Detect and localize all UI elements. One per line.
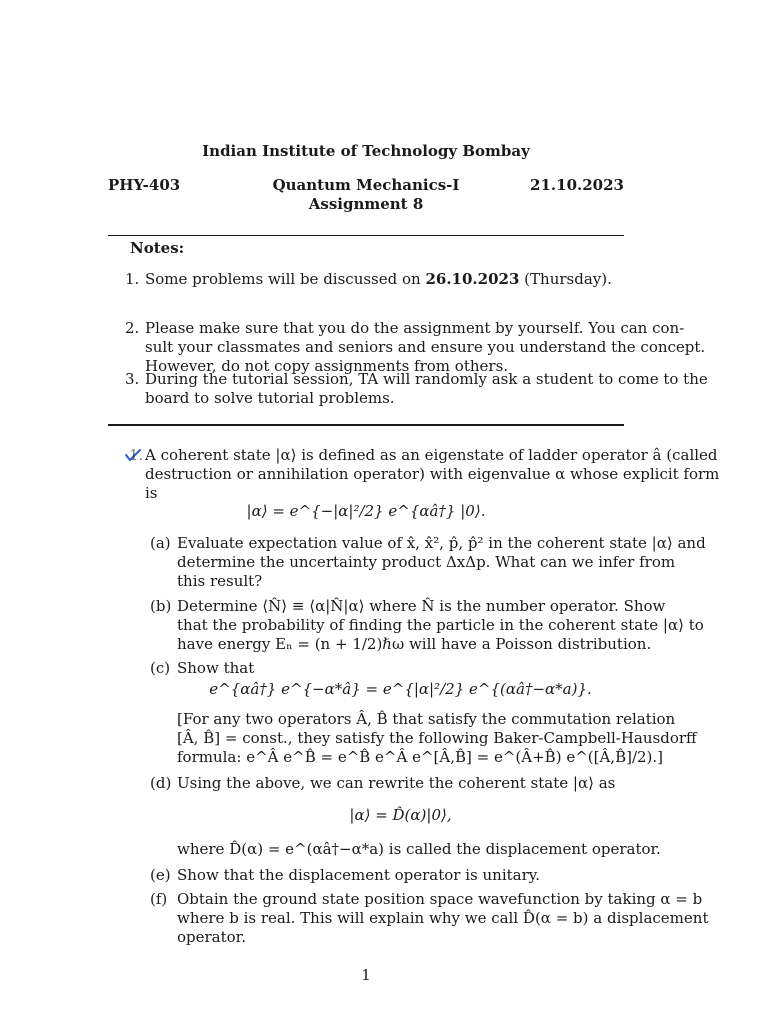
part-c-note-3: formula: e^Â e^B̂ = e^B̂ e^Â e^[Â,B̂] = e^(Â+B̂) e^([Â,B̂]/2).] bbox=[177, 748, 664, 766]
part-d-label: (d) bbox=[150, 774, 172, 792]
note-2-number: 2. bbox=[125, 319, 140, 337]
part-f-line-1: Obtain the ground state position space wavefunction by taking α = b bbox=[177, 890, 703, 908]
note-3-line-1: During the tutorial session, TA will randomly ask a student to come to the bbox=[145, 370, 708, 388]
part-d-after: where D̂(α) = e^(αâ†−α*a) is called the displacement operator. bbox=[177, 840, 661, 858]
part-e-label: (e) bbox=[150, 866, 171, 884]
page-number: 1 bbox=[361, 966, 371, 984]
course-title: Quantum Mechanics-I bbox=[272, 176, 460, 194]
part-b-label: (b) bbox=[150, 597, 172, 615]
assignment-date: 21.10.2023 bbox=[530, 176, 624, 194]
part-f-line-3: operator. bbox=[177, 928, 246, 946]
part-b-line-2: that the probability of finding the particle in the coherent state |α⟩ to bbox=[177, 616, 704, 634]
part-d-equation-text: |α⟩ = D̂(α)|0⟩, bbox=[349, 806, 452, 824]
part-c-line: Show that bbox=[177, 659, 255, 677]
part-f-label: (f) bbox=[150, 890, 168, 908]
part-e-line: Show that the displacement operator is unitary. bbox=[177, 866, 541, 884]
part-c-label: (c) bbox=[150, 659, 171, 677]
note-1-text bbox=[145, 270, 612, 289]
note-3-line-2: board to solve tutorial problems. bbox=[145, 389, 395, 407]
problem-1-intro-2: destruction or annihilation operator) with eigenvalue α whose explicit form bbox=[145, 465, 720, 483]
bottom-rule bbox=[108, 424, 624, 426]
note-1-text-a: Some problems will be discussed on bbox=[145, 270, 426, 288]
problem-1-intro-1: A coherent state |α⟩ is defined as an eigenstate of ladder operator â (called bbox=[145, 446, 718, 464]
note-1-number: 1. bbox=[125, 270, 140, 288]
part-a-label: (a) bbox=[150, 534, 171, 552]
part-a-line-2: determine the uncertainty product ΔxΔp. What can we infer from bbox=[177, 553, 676, 571]
part-c-note-2: [Â, B̂] = const., they satisfy the following Baker-Campbell-Hausdorff bbox=[177, 729, 697, 747]
notes-heading: Notes: bbox=[130, 239, 185, 257]
note-1-date: 26.10.2023 bbox=[425, 270, 520, 288]
note-2-line-1: Please make sure that you do the assignment by yourself. You can con- bbox=[145, 319, 685, 337]
top-rule bbox=[108, 235, 624, 236]
part-b-line-1: Determine ⟨N̂⟩ ≡ ⟨α|N̂|α⟩ where N̂ is the number operator. Show bbox=[177, 597, 666, 615]
coherent-state-equation bbox=[108, 502, 624, 520]
course-code: PHY-403 bbox=[108, 176, 181, 194]
institute-title: Indian Institute of Technology Bombay bbox=[202, 142, 530, 160]
problem-1-number: 1. bbox=[129, 446, 144, 464]
part-a-line-1: Evaluate expectation value of x̂, x̂², p̂, p̂² in the coherent state |α⟩ and bbox=[177, 534, 706, 552]
part-f-line-2: where b is real. This will explain why we call D̂(α = b) a displacement bbox=[177, 909, 709, 927]
coherent-state-equation-text: |α⟩ = e^{−|α|²/2} e^{αâ†} |0⟩. bbox=[246, 502, 486, 520]
assignment-number: Assignment 8 bbox=[308, 195, 424, 213]
note-1-text-b: (Thursday). bbox=[519, 270, 612, 288]
problem-1-intro-3: is bbox=[145, 484, 158, 502]
part-c-note-1: [For any two operators Â, B̂ that satisfy the commutation relation bbox=[177, 710, 676, 728]
part-d-equation bbox=[177, 806, 624, 824]
part-b-line-3: have energy Eₙ = (n + 1/2)ℏω will have a Poisson distribution. bbox=[177, 635, 652, 653]
note-3-number: 3. bbox=[125, 370, 140, 388]
part-d-line: Using the above, we can rewrite the coherent state |α⟩ as bbox=[177, 774, 616, 792]
note-2-line-2: sult your classmates and seniors and ensure you understand the concept. bbox=[145, 338, 706, 356]
part-c-equation-text: e^{αâ†} e^{−α*â} = e^{|α|²/2} e^{(αâ†−α*a)}. bbox=[209, 680, 592, 698]
note-2-line-3: However, do not copy assignments from others. bbox=[145, 357, 509, 375]
part-a-line-3: this result? bbox=[177, 572, 263, 590]
part-c-equation bbox=[177, 680, 624, 698]
